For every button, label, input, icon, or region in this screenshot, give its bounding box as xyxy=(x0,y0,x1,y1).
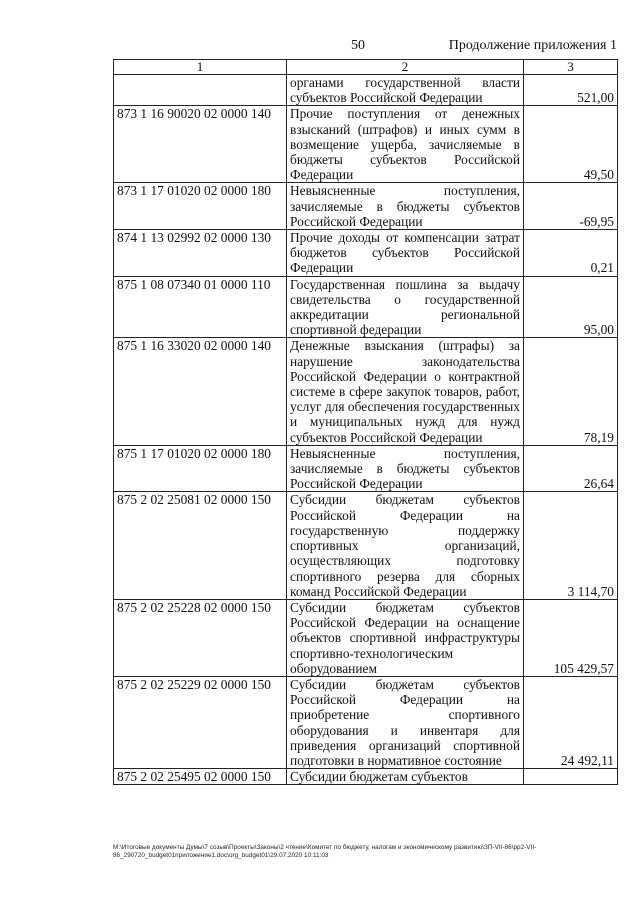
amount-cell xyxy=(524,769,618,785)
document-file-path: M:\Итоговые документы Думы\7 созыв\Проекты\Законы\2 чтение\Комитет по бюджету, налогам и экономическому развитию\ЗП-VII-86\pp2-VII-86_290720_budget01приложение1.doc\org_budget01\29.07.2020 10:11:03 xyxy=(113,844,537,859)
table-row xyxy=(114,599,618,676)
page-number: 50 xyxy=(351,38,365,53)
column-header-3: 3 xyxy=(524,60,618,75)
table-row xyxy=(114,230,618,277)
budget-code-cell: 874 1 13 02992 02 0000 130 xyxy=(114,230,287,277)
amount-cell: 26,64 xyxy=(524,445,618,492)
table-header-row xyxy=(114,60,618,75)
budget-code-cell: 875 2 02 25081 02 0000 150 xyxy=(114,492,287,599)
table-row xyxy=(114,338,618,445)
table-row xyxy=(114,75,618,106)
amount-cell: 78,19 xyxy=(524,338,618,445)
budget-code-cell: 875 2 02 25229 02 0000 150 xyxy=(114,676,287,768)
budget-code-cell: 875 2 02 25495 02 0000 150 xyxy=(114,769,287,785)
income-name-cell: Субсидии бюджетам субъектов Российской Федерации на приобретение спортивного оборудования и инвентаря для приведения организаций спортивной подготовки в нормативное состояние xyxy=(287,676,524,768)
budget-code-cell: 875 1 16 33020 02 0000 140 xyxy=(114,338,287,445)
budget-code-cell: 873 1 17 01020 02 0000 180 xyxy=(114,183,287,230)
income-name-cell: органами государственной власти субъектов Российской Федерации xyxy=(287,75,524,106)
column-header-1: 1 xyxy=(114,60,287,75)
income-name-cell: Денежные взыскания (штрафы) за нарушение законодательства Российской Федерации о контрактной системе в сфере закупок товаров, работ, услуг для обеспечения государственных и муниципальных нужд для нужд субъектов Российской Федерации xyxy=(287,338,524,445)
table-row xyxy=(114,769,618,785)
amount-cell: 0,21 xyxy=(524,230,618,277)
amount-cell: 49,50 xyxy=(524,106,618,183)
revenue-table xyxy=(113,59,618,785)
amount-cell: 521,00 xyxy=(524,75,618,106)
amount-cell: 95,00 xyxy=(524,276,618,338)
table-row xyxy=(114,492,618,599)
budget-code-cell xyxy=(114,75,287,106)
income-name-cell: Прочие поступления от денежных взысканий (штрафов) и иных сумм в возмещение ущерба, зачисляемые в бюджеты субъектов Российской Федерации xyxy=(287,106,524,183)
income-name-cell: Прочие доходы от компенсации затрат бюджетов субъектов Российской Федерации xyxy=(287,230,524,277)
income-name-cell: Государственная пошлина за выдачу свидетельства о государственной аккредитации региональной спортивной федерации xyxy=(287,276,524,338)
table-row xyxy=(114,106,618,183)
table-row xyxy=(114,676,618,768)
budget-code-cell: 873 1 16 90020 02 0000 140 xyxy=(114,106,287,183)
column-header-2: 2 xyxy=(287,60,524,75)
income-name-cell: Субсидии бюджетам субъектов Российской Федерации на оснащение объектов спортивной инфраструктуры спортивно-технологическим оборудованием xyxy=(287,599,524,676)
income-name-cell: Субсидии бюджетам субъектов Российской Федерации на государственную поддержку спортивных организаций, осуществляющих подготовку спортивного резерва для сборных команд Российской Федерации xyxy=(287,492,524,599)
amount-cell: 105 429,57 xyxy=(524,599,618,676)
budget-code-cell: 875 1 08 07340 01 0000 110 xyxy=(114,276,287,338)
amount-cell: 24 492,11 xyxy=(524,676,618,768)
continuation-title: Продолжение приложения 1 xyxy=(448,38,617,53)
budget-code-cell: 875 2 02 25228 02 0000 150 xyxy=(114,599,287,676)
table-row xyxy=(114,183,618,230)
amount-cell: -69,95 xyxy=(524,183,618,230)
income-name-cell: Субсидии бюджетам субъектов xyxy=(287,769,524,785)
income-name-cell: Невыясненные поступления, зачисляемые в бюджеты субъектов Российской Федерации xyxy=(287,445,524,492)
table-row xyxy=(114,445,618,492)
amount-cell: 3 114,70 xyxy=(524,492,618,599)
table-row xyxy=(114,276,618,338)
income-name-cell: Невыясненные поступления, зачисляемые в бюджеты субъектов Российской Федерации xyxy=(287,183,524,230)
budget-code-cell: 875 1 17 01020 02 0000 180 xyxy=(114,445,287,492)
